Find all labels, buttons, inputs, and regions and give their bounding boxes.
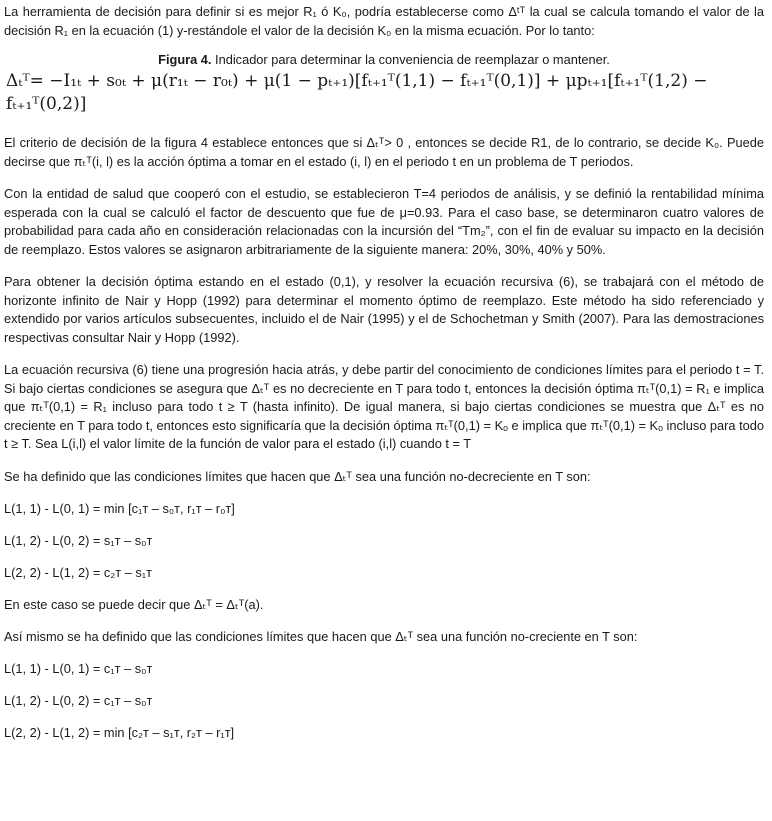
nonincreasing-condition-3: L(2, 2) - L(1, 2) = min [c₂ᴛ – s₁ᴛ, r₂ᴛ – r₁ᴛ] xyxy=(4,724,235,740)
figure-label: Figura 4. xyxy=(158,52,212,67)
equation-line-1: Δₜᵀ= −I₁ₜ + s₀ₜ + μ(r₁ₜ − r₀ₜ) + μ(1 − pₜ₊₁)[fₜ₊₁ᵀ(1,1) − fₜ₊₁ᵀ(0,1)] + μpₜ₊₁[fₜ₊₁ᵀ(1,2) − xyxy=(6,71,708,91)
nonincreasing-intro: Así mismo se ha definido que las condiciones límites que hacen que Δₜᵀ sea una función no-creciente en T son: xyxy=(4,628,638,644)
recursive-paragraph: La ecuación recursiva (6) tiene una progresión hacia atrás, y debe partir del conocimiento de condiciones límites para el periodo t = T. Si bajo ciertas condiciones se asegura que Δₜᵀ es no decreciente en T para todo t, entonces la decisión óptima πₜᵀ(0,1) = R₁ e implica que πₜᵀ(0,1) = R₁ incluso para todo t ≥ T (hasta infinito). De igual manera, si bajo ciertas condiciones se muestra que Δₜᵀ es no creciente en T para todo t, entonces esto significaría que la decisión óptima πₜᵀ(0,1) = Kₒ e implica que πₜᵀ(0,1) = Kₒ incluso para todo t ≥ T. Sea L(i,l) el valor límite de la función de valor para el estado (i,l) cuando t = T xyxy=(4,362,764,451)
method-paragraph: Para obtener la decisión óptima estando en el estado (0,1), y resolver la ecuación recursiva (6), se trabajará con el método de horizonte infinito de Nair y Hopp (1992) para determinar el momento óptimo de reemplazo. Este método ha sido referenciado y extendido por varios artículos subsecuentes, incluido el de Nair (1995) y el de Schochetman y Smith (2007). Para las demostraciones respectivas consultar Nair y Hopp (1992). xyxy=(4,274,764,345)
entity-paragraph: Con la entidad de salud que cooperó con el estudio, se establecieron T=4 periodos de análisis, y se definió la rentabilidad mínima esperada con la cual se calculó el factor de descuento que fue de μ=0.93. Para el caso base, se determinaron cuatro valores de probabilidad para cada año en consideración relacionadas con la incursión del “Tm₂”, con el fin de evaluar su impacto en la decisión de reemplazo. Estos valores se asignaron arbitrariamente de la siguiente manera: 20%, 30%, 40% y 50%. xyxy=(4,186,764,257)
equation-line-2: fₜ₊₁ᵀ(0,2)] xyxy=(6,94,87,114)
case-a-statement: En este caso se puede decir que Δₜᵀ = Δₜᵀ(a). xyxy=(4,596,264,612)
nondecreasing-condition-2: L(1, 2) - L(0, 2) = s₁ᴛ – s₀ᴛ xyxy=(4,532,153,548)
equation-figure-4 xyxy=(4,70,764,116)
nondecreasing-condition-3: L(2, 2) - L(1, 2) = c₂ᴛ – s₁ᴛ xyxy=(4,564,152,580)
nonincreasing-condition-2: L(1, 2) - L(0, 2) = c₁ᴛ – s₀ᴛ xyxy=(4,692,153,708)
intro-paragraph: La herramienta de decisión para definir si es mejor R₁ ó K₀, podría establecerse como Δᵗᵀ la cual se calcula tomando el valor de la decisión R₁ en la ecuación (1) y-restándole el valor de la decisión K₀ en la misma ecuación. Por lo tanto: xyxy=(4,4,764,38)
figure-caption xyxy=(4,51,764,68)
figure-caption-text: Indicador para determinar la conveniencia de reemplazar o mantener. xyxy=(215,52,610,67)
criterion-paragraph: El criterio de decisión de la figura 4 establece entonces que si Δₜᵀ> 0 , entonces se decide R1, de lo contrario, se decide K₀. Puede decirse que πₜᵀ(i, l) es la acción óptima a tomar en el estado (i, l) en el periodo t en un problema de T periodos. xyxy=(4,135,764,169)
nondecreasing-intro: Se ha definido que las condiciones límites que hacen que Δₜᵀ sea una función no-decreciente en T son: xyxy=(4,468,591,484)
document-page xyxy=(4,3,764,756)
nonincreasing-condition-1: L(1, 1) - L(0, 1) = c₁ᴛ – s₀ᴛ xyxy=(4,660,153,676)
nondecreasing-condition-1: L(1, 1) - L(0, 1) = min [c₁ᴛ – s₀ᴛ, r₁ᴛ – r₀ᴛ] xyxy=(4,500,235,516)
